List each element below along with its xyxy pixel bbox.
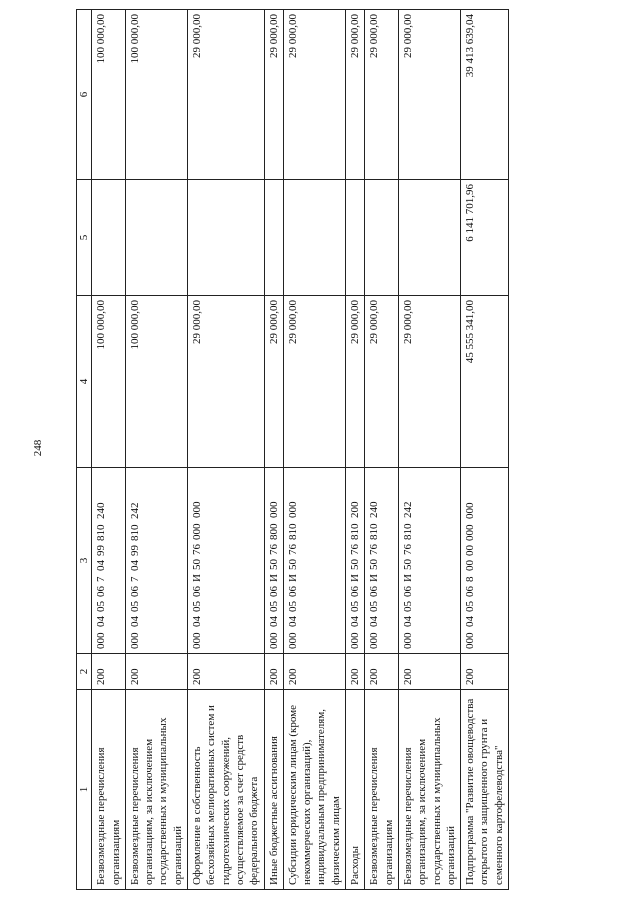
code-segment: 04 [128, 560, 141, 571]
code-segment: 06 [286, 586, 299, 597]
code-segment: 06 [128, 586, 141, 597]
code-segment: И [191, 574, 204, 582]
code-segment: 06 [464, 586, 477, 597]
code-segment: 240 [368, 501, 381, 519]
code-segment: 05 [267, 601, 280, 612]
code-segment: 99 [95, 545, 108, 556]
row-col4-cell: 29 000,00 [398, 296, 460, 468]
code-segment: 04 [128, 616, 141, 627]
code-segment: 000 [368, 632, 381, 649]
row-col4-cell: 29 000,00 [365, 296, 399, 468]
table-row [188, 10, 264, 890]
code-segment: 240 [95, 502, 108, 519]
code-segment: 06 [349, 586, 362, 597]
header-row [77, 10, 92, 890]
row-grbs-cell: 200 [264, 654, 283, 690]
column-header: 5 [77, 180, 92, 296]
row-col6-cell: 29 000,00 [365, 10, 399, 180]
code-segment: 810 [349, 523, 362, 541]
row-col4-cell: 100 000,00 [125, 296, 187, 468]
row-code-cell [346, 468, 365, 654]
row-code-cell [188, 468, 264, 654]
row-col6-cell: 29 000,00 [264, 10, 283, 180]
code-segment: 000 [267, 632, 280, 649]
row-col6-cell: 39 413 639,04 [461, 10, 509, 180]
table-row [283, 10, 345, 890]
code-segment: 00 [464, 560, 477, 571]
row-col6-cell: 29 000,00 [346, 10, 365, 180]
code-segment: 242 [128, 502, 141, 519]
code-segment: 06 [191, 586, 204, 597]
row-name-cell: Субсидии юридическим лицам (кроме некоммерческих организаций), индивидуальным предпринимателям, физическим лицам [283, 690, 345, 890]
row-grbs-cell: 200 [398, 654, 460, 690]
row-name-cell: Безвозмездные перечисления организациям [92, 690, 126, 890]
code-segment: 06 [368, 586, 381, 597]
row-col6-cell: 29 000,00 [283, 10, 345, 180]
row-grbs-cell: 200 [188, 654, 264, 690]
row-col5-cell [283, 180, 345, 296]
table-row [264, 10, 283, 890]
code-segment: 06 [401, 586, 414, 597]
row-grbs-cell: 200 [365, 654, 399, 690]
code-segment: 05 [401, 601, 414, 612]
row-code-cell [264, 468, 283, 654]
row-col6-cell: 100 000,00 [92, 10, 126, 180]
code-segment: И [286, 574, 299, 582]
code-segment: 242 [401, 501, 414, 519]
row-col4-cell: 45 555 341,00 [461, 296, 509, 468]
code-segment: 810 [401, 523, 414, 541]
code-segment: 04 [286, 616, 299, 627]
code-segment: 000 [191, 632, 204, 649]
table-row [398, 10, 460, 890]
row-grbs-cell: 200 [283, 654, 345, 690]
code-segment: 000 [267, 501, 280, 519]
table-row [365, 10, 399, 890]
code-segment: 000 [128, 632, 141, 649]
code-segment: 810 [368, 523, 381, 541]
row-col6-cell: 100 000,00 [125, 10, 187, 180]
row-grbs-cell: 200 [461, 654, 509, 690]
code-segment: 000 [95, 632, 108, 649]
row-col4-cell: 29 000,00 [283, 296, 345, 468]
column-header: 6 [77, 10, 92, 180]
row-col5-cell [188, 180, 264, 296]
row-col4-cell: 29 000,00 [264, 296, 283, 468]
row-col4-cell: 29 000,00 [346, 296, 365, 468]
code-segment: 05 [464, 601, 477, 612]
code-segment: И [349, 574, 362, 582]
row-col5-cell [125, 180, 187, 296]
table-container [76, 10, 626, 890]
code-segment: 50 [267, 559, 280, 571]
table-body [92, 10, 509, 890]
column-header: 2 [77, 654, 92, 690]
row-col5-cell [92, 180, 126, 296]
table-row [92, 10, 126, 890]
row-code-cell [365, 468, 399, 654]
code-segment: 05 [368, 601, 381, 612]
code-segment: 76 [401, 544, 414, 556]
code-segment: И [368, 574, 381, 582]
code-segment: 00 [464, 545, 477, 556]
budget-table [76, 9, 509, 890]
code-segment: 8 [464, 576, 477, 582]
code-segment: 99 [128, 545, 141, 556]
code-segment: 000 [286, 632, 299, 649]
page-number-text: 248 [32, 439, 44, 457]
code-segment: И [401, 574, 414, 582]
row-name-cell: Оформление в собственность бесхозяйных мелиоративных систем и гидротехнических сооружений, осуществляемое за счет средств федерального бюджета [188, 690, 264, 890]
row-grbs-cell: 200 [346, 654, 365, 690]
row-col6-cell: 29 000,00 [188, 10, 264, 180]
code-segment: 76 [286, 544, 299, 556]
row-col5-cell [398, 180, 460, 296]
code-segment: 05 [191, 601, 204, 612]
row-col5-cell [365, 180, 399, 296]
code-segment: 04 [267, 616, 280, 627]
row-grbs-cell: 200 [92, 654, 126, 690]
code-segment: 04 [401, 616, 414, 627]
code-segment: 000 [286, 501, 299, 519]
code-segment: 50 [368, 559, 381, 571]
code-segment: 50 [349, 559, 362, 571]
code-segment: 200 [349, 501, 362, 519]
code-segment: 06 [95, 586, 108, 597]
code-segment: 04 [95, 616, 108, 627]
code-segment: 04 [464, 616, 477, 627]
code-segment: 810 [286, 523, 299, 541]
row-col6-cell: 29 000,00 [398, 10, 460, 180]
row-code-cell [398, 468, 460, 654]
code-segment: 000 [191, 501, 204, 519]
code-segment: 000 [401, 632, 414, 649]
table-row [125, 10, 187, 890]
table-row [346, 10, 365, 890]
code-segment: 000 [464, 632, 477, 649]
code-segment: 05 [95, 601, 108, 612]
code-segment: 05 [128, 601, 141, 612]
row-name-cell: Иные бюджетные ассигнования [264, 690, 283, 890]
row-col5-cell [346, 180, 365, 296]
column-header: 4 [77, 296, 92, 468]
code-segment: 810 [95, 524, 108, 541]
row-col5-cell: 6 141 701,96 [461, 180, 509, 296]
code-segment: 05 [286, 601, 299, 612]
row-name-cell: Безвозмездные перечисления организациям [365, 690, 399, 890]
code-segment: 000 [191, 523, 204, 541]
code-segment: 76 [349, 544, 362, 556]
code-segment: 06 [267, 586, 280, 597]
code-segment: 7 [95, 576, 108, 582]
table-row [461, 10, 509, 890]
code-segment: 04 [349, 616, 362, 627]
row-col5-cell [264, 180, 283, 296]
code-segment: 810 [128, 524, 141, 541]
row-code-cell [461, 468, 509, 654]
row-col4-cell: 29 000,00 [188, 296, 264, 468]
code-segment: 000 [464, 502, 477, 519]
row-name-cell: Подпрограмма "Развитие овощеводства открытого и защищенного грунта и семенного картофелеводства" [461, 690, 509, 890]
code-segment: 76 [368, 544, 381, 556]
row-grbs-cell: 200 [125, 654, 187, 690]
code-segment: 000 [464, 524, 477, 541]
row-name-cell: Расходы [346, 690, 365, 890]
code-segment: 000 [349, 632, 362, 649]
code-segment: 04 [368, 616, 381, 627]
code-segment: 50 [286, 559, 299, 571]
column-header: 1 [77, 690, 92, 890]
code-segment: 800 [267, 523, 280, 541]
code-segment: 50 [401, 559, 414, 571]
code-segment: 76 [191, 544, 204, 556]
row-name-cell: Безвозмездные перечисления организациям, за исключением государственных и муниципальных организаций [398, 690, 460, 890]
row-code-cell [125, 468, 187, 654]
code-segment: 7 [128, 576, 141, 582]
row-code-cell [92, 468, 126, 654]
code-segment: И [267, 574, 280, 582]
code-segment: 50 [191, 559, 204, 571]
row-name-cell: Безвозмездные перечисления организациям, за исключением государственных и муниципальных организаций [125, 690, 187, 890]
page-number [28, 438, 48, 466]
code-segment: 05 [349, 601, 362, 612]
code-segment: 76 [267, 544, 280, 556]
row-col4-cell: 100 000,00 [92, 296, 126, 468]
code-segment: 04 [191, 616, 204, 627]
code-segment: 04 [95, 560, 108, 571]
column-header: 3 [77, 468, 92, 654]
row-code-cell [283, 468, 345, 654]
